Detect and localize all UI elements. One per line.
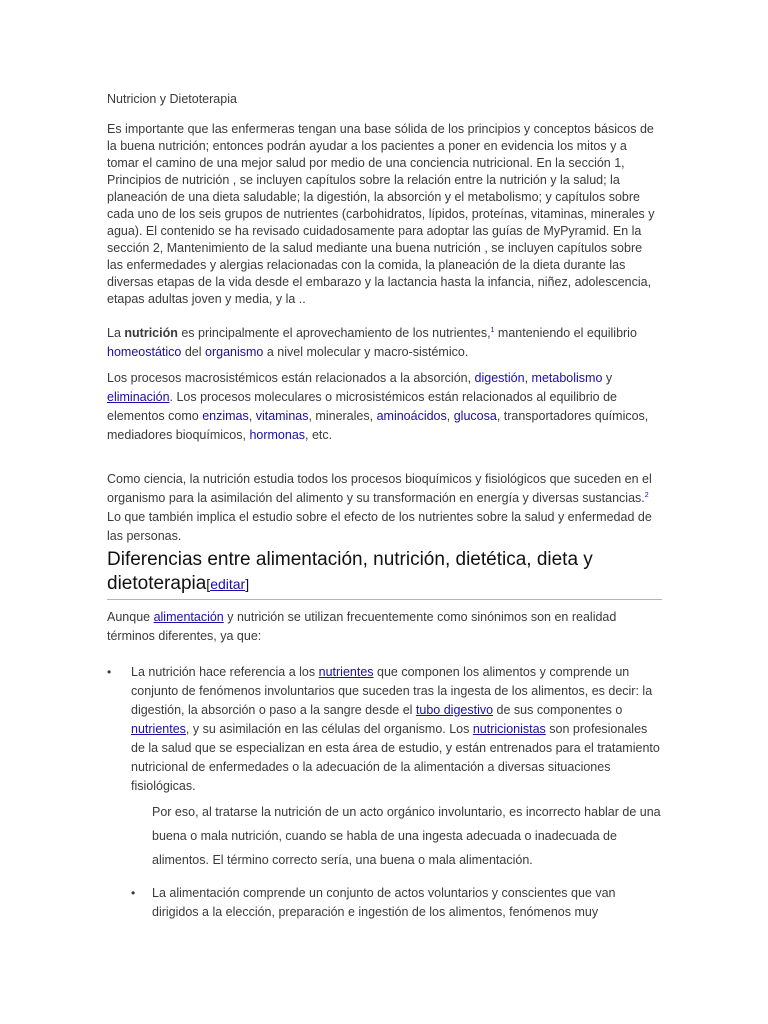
- link-vitaminas[interactable]: vitaminas: [255, 409, 309, 423]
- list-item-alimentacion: • La alimentación comprende un conjunto de actos voluntarios y conscientes que van dirigidos a la elección, preparación e ingestión de los alimentos, fenómenos muy: [131, 884, 661, 922]
- link-nutrientes-2[interactable]: nutrientes: [131, 722, 186, 736]
- indented-note: Por eso, al tratarse la nutrición de un acto orgánico involuntario, es incorrecto hablar de una buena o mala nutrición, cuando se habla de una ingesta adecuada o inadecuada de alimentos. El término correcto sería, una buena o mala alimentación.: [152, 805, 661, 867]
- link-tubo-digestivo[interactable]: tubo digestivo: [415, 703, 494, 717]
- link-aminoacidos[interactable]: aminoácidos: [376, 409, 447, 423]
- link-digestion[interactable]: digestión: [474, 371, 525, 385]
- section-heading: Diferencias entre alimentación, nutrición, dietética, dieta y dietoterapia[editar]: [107, 548, 662, 600]
- link-alimentacion[interactable]: alimentación: [153, 610, 224, 624]
- link-nutrientes[interactable]: nutrientes: [318, 665, 374, 679]
- nutrition-definition-paragraph: La nutrición es principalmente el aprovechamiento de los nutrientes,$^1$ manteniendo el equilibrio homeostático del organismo a nivel molecular y macro-sistémico.: [107, 326, 637, 359]
- link-enzimas[interactable]: enzimas: [202, 409, 249, 423]
- link-organismo[interactable]: organismo: [205, 345, 264, 359]
- list-item-nutricion: • La nutrición hace referencia a los nutrientes que componen los alimentos y comprende un conjunto de fenómenos involuntarios que suceden tras la ingesta de los alimentos, es decir: la digestión, la absorción o paso a la sangre desde el tubo digestivo de sus componentes o nutrientes, y su asimilación en las células del organismo. Los nutricionistas son profesionales de la salud que se especializan en esta área de estudio, y están entrenados para el tratamiento nutricional de enfermedades o la adecuación de la alimentación a diversas situaciones fisiológicas.: [107, 663, 662, 796]
- document-title: Nutricion y Dietoterapia: [107, 92, 237, 106]
- link-metabolismo[interactable]: metabolismo: [531, 371, 603, 385]
- link-eliminacion[interactable]: eliminación: [107, 390, 170, 404]
- link-homeostatico[interactable]: homeostático: [107, 345, 182, 359]
- differences-list-2: [131, 884, 661, 922]
- link-glucosa[interactable]: glucosa: [453, 409, 497, 423]
- link-nutricionistas[interactable]: nutricionistas: [472, 722, 546, 736]
- reference-2[interactable]: 2: [644, 491, 649, 499]
- science-paragraph: Como ciencia, la nutrición estudia todos los procesos bioquímicos y fisiológicos que suceden en el organismo para la asimilación del alimento y su transformación en energía y diversas sustancias.$^2$ Lo que también implica el estudio sobre el efecto de los nutrientes sobre la salud y enfermedad de las personas.: [107, 472, 652, 543]
- link-hormonas[interactable]: hormonas: [249, 428, 306, 442]
- differences-intro-paragraph: Aunque alimentación y nutrición se utilizan frecuentemente como sinónimos son en realidad términos diferentes, ya que:: [107, 610, 617, 643]
- edit-link[interactable]: editar: [210, 576, 246, 592]
- differences-list: [107, 663, 662, 796]
- reference-1[interactable]: 1: [490, 326, 495, 334]
- processes-paragraph: Los procesos macrosistémicos están relacionados a la absorción, digestión, metabolismo y eliminación. Los procesos moleculares o microsistémicos están relacionados al equilibrio de elementos como enzimas, vitaminas, minerales, aminoácidos, glucosa, transportadores químicos, mediadores bioquímicos, hormonas, etc.: [107, 371, 649, 442]
- nutricion-bold: nutrición: [124, 326, 178, 340]
- intro-paragraph: Es importante que las enfermeras tengan una base sólida de los principios y conceptos básicos de la buena nutrición; entonces podrán ayudar a los pacientes a poner en evidencia los mitos y a tomar el camino de una mejor salud por medio de una conciencia nutricional. En la sección 1, Principios de nutrición , se incluyen capítulos sobre la relación entre la nutrición y la salud; la planeación de una dieta saludable; la digestión, la absorción y el metabolismo; y capítulos sobre cada uno de los seis grupos de nutrientes (carbohidratos, lípidos, proteínas, vitaminas, minerales y agua). El contenido se ha revisado cuidadosamente para adoptar las guías de MyPyramid. En la sección 2, Mantenimiento de la salud mediante una buena nutrición , se incluyen capítulos sobre las enfermedades y alergias relacionadas con la comida, la planeación de la dieta durante las diversas etapas de la vida desde el embarazo y la lactancia hasta la infancia, niñez, adolescencia, etapas adultas joven y media, y la ..: [107, 122, 655, 306]
